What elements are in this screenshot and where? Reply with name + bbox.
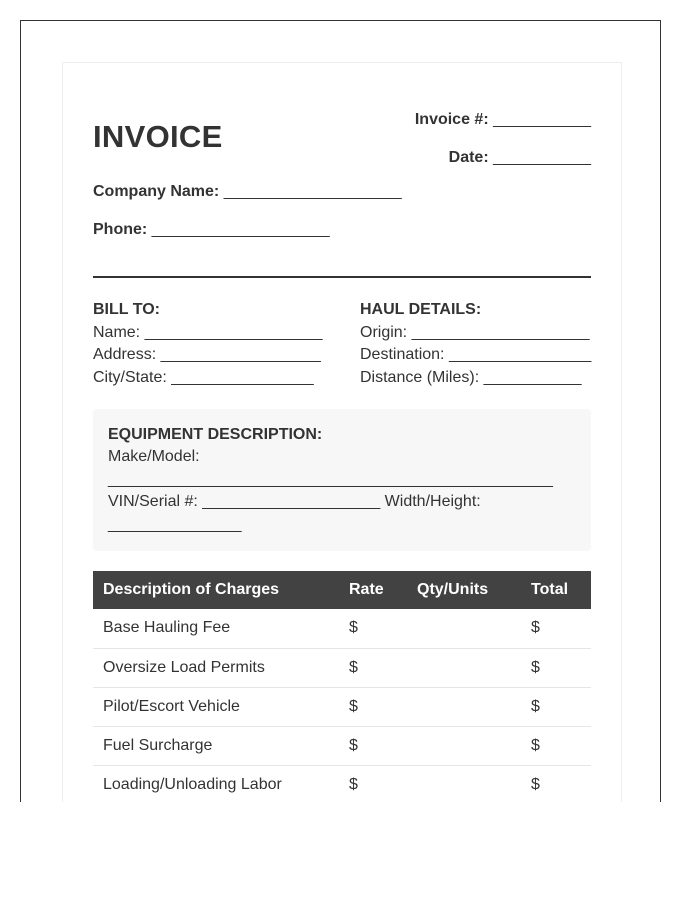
table-row	[93, 609, 591, 648]
width-height-field[interactable]: _______________	[108, 516, 242, 533]
charge-description: Base Hauling Fee	[93, 609, 339, 648]
bill-to-city-state-field[interactable]: City/State: ________________	[93, 369, 314, 386]
charge-qty[interactable]	[407, 765, 521, 802]
charge-total[interactable]: $	[521, 609, 591, 648]
phone-blank: ____________________	[151, 221, 330, 238]
charge-description: Oversize Load Permits	[93, 648, 339, 687]
vin-serial-field[interactable]: VIN/Serial #: ____________________ Width/Height:	[108, 493, 481, 510]
haul-details-heading: HAUL DETAILS:	[360, 301, 482, 318]
charge-description: Pilot/Escort Vehicle	[93, 687, 339, 726]
make-model-field[interactable]: __________________________________________________	[108, 471, 553, 488]
invoice-title: INVOICE	[93, 119, 223, 154]
charge-total[interactable]: $	[521, 726, 591, 765]
charge-rate[interactable]: $	[339, 609, 407, 648]
charge-total[interactable]: $	[521, 765, 591, 802]
date-label: Date:	[448, 149, 489, 166]
bill-to-address-field[interactable]: Address: __________________	[93, 346, 321, 363]
charge-rate[interactable]: $	[339, 648, 407, 687]
invoice-number-blank: ___________	[493, 111, 591, 128]
column-header-description: Description of Charges	[93, 571, 339, 609]
page-frame	[20, 20, 661, 802]
company-name-blank: ____________________	[223, 183, 402, 200]
equipment-description-box	[93, 409, 591, 551]
charge-rate[interactable]: $	[339, 765, 407, 802]
charge-qty[interactable]	[407, 687, 521, 726]
company-name-label: Company Name:	[93, 183, 220, 200]
charge-qty[interactable]	[407, 648, 521, 687]
charge-total[interactable]: $	[521, 687, 591, 726]
phone-field[interactable]	[93, 221, 330, 239]
charge-rate[interactable]: $	[339, 726, 407, 765]
header-divider	[93, 276, 591, 278]
charges-table	[93, 571, 591, 802]
bill-to-heading: BILL TO:	[93, 301, 160, 318]
phone-label: Phone:	[93, 221, 148, 238]
make-model-label: Make/Model:	[108, 448, 200, 465]
charge-total[interactable]: $	[521, 648, 591, 687]
invoice-number-field[interactable]	[415, 111, 591, 129]
table-row	[93, 648, 591, 687]
date-blank: ___________	[493, 149, 591, 166]
haul-origin-field[interactable]: Origin: ____________________	[360, 324, 590, 341]
table-row	[93, 765, 591, 802]
charges-header-row	[93, 571, 591, 609]
table-row	[93, 726, 591, 765]
charge-qty[interactable]	[407, 726, 521, 765]
charge-description: Fuel Surcharge	[93, 726, 339, 765]
haul-distance-field[interactable]: Distance (Miles): ___________	[360, 369, 582, 386]
bill-to-name-field[interactable]: Name: ____________________	[93, 324, 323, 341]
haul-destination-field[interactable]: Destination: ________________	[360, 346, 592, 363]
invoice-number-label: Invoice #:	[414, 111, 489, 128]
column-header-rate: Rate	[339, 571, 407, 609]
invoice-sheet	[62, 62, 622, 802]
charge-qty[interactable]	[407, 609, 521, 648]
date-field[interactable]	[449, 149, 591, 167]
charge-rate[interactable]: $	[339, 687, 407, 726]
table-row	[93, 687, 591, 726]
charge-description: Loading/Unloading Labor	[93, 765, 339, 802]
company-name-field[interactable]	[93, 183, 402, 201]
equipment-heading: EQUIPMENT DESCRIPTION:	[108, 426, 323, 443]
column-header-qty: Qty/Units	[407, 571, 521, 609]
column-header-total: Total	[521, 571, 591, 609]
